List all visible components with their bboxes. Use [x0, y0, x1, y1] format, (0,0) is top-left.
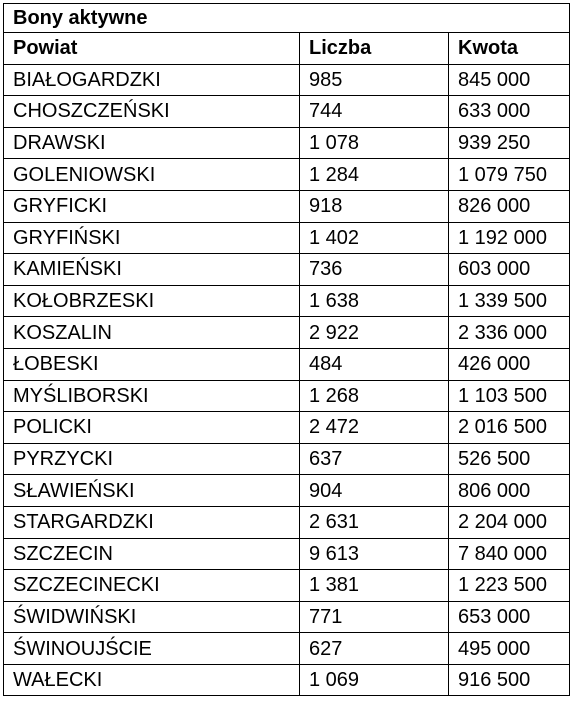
header-row	[4, 33, 570, 65]
bony-table	[3, 3, 570, 696]
cell-kwota[interactable]: 2 204 000	[449, 506, 570, 538]
cell-powiat[interactable]: BIAŁOGARDZKI	[4, 64, 300, 96]
cell-liczba[interactable]: 1 268	[300, 380, 449, 412]
cell-liczba[interactable]: 1 078	[300, 127, 449, 159]
header-powiat[interactable]: Powiat	[4, 33, 300, 65]
cell-powiat[interactable]: ŚWIDWIŃSKI	[4, 601, 300, 633]
cell-liczba[interactable]: 484	[300, 348, 449, 380]
header-liczba[interactable]: Liczba	[300, 33, 449, 65]
table-row	[4, 285, 570, 317]
cell-liczba[interactable]: 771	[300, 601, 449, 633]
cell-liczba[interactable]: 736	[300, 254, 449, 286]
table-row	[4, 317, 570, 349]
cell-kwota[interactable]: 426 000	[449, 348, 570, 380]
cell-kwota[interactable]: 1 223 500	[449, 570, 570, 602]
title-row	[4, 4, 570, 33]
cell-kwota[interactable]: 916 500	[449, 664, 570, 696]
cell-liczba[interactable]: 637	[300, 443, 449, 475]
cell-powiat[interactable]: STARGARDZKI	[4, 506, 300, 538]
cell-liczba[interactable]: 9 613	[300, 538, 449, 570]
cell-kwota[interactable]: 7 840 000	[449, 538, 570, 570]
cell-kwota[interactable]: 2 336 000	[449, 317, 570, 349]
table-row	[4, 64, 570, 96]
cell-powiat[interactable]: CHOSZCZEŃSKI	[4, 96, 300, 128]
cell-liczba[interactable]: 1 402	[300, 222, 449, 254]
cell-liczba[interactable]: 744	[300, 96, 449, 128]
cell-powiat[interactable]: MYŚLIBORSKI	[4, 380, 300, 412]
table-row	[4, 380, 570, 412]
cell-powiat[interactable]: PYRZYCKI	[4, 443, 300, 475]
table-row	[4, 159, 570, 191]
cell-kwota[interactable]: 1 079 750	[449, 159, 570, 191]
cell-powiat[interactable]: KAMIEŃSKI	[4, 254, 300, 286]
table-row	[4, 412, 570, 444]
cell-kwota[interactable]: 1 339 500	[449, 285, 570, 317]
cell-liczba[interactable]: 2 472	[300, 412, 449, 444]
cell-liczba[interactable]: 985	[300, 64, 449, 96]
table-row	[4, 254, 570, 286]
table-row	[4, 538, 570, 570]
table-row	[4, 348, 570, 380]
cell-powiat[interactable]: SŁAWIEŃSKI	[4, 475, 300, 507]
cell-kwota[interactable]: 633 000	[449, 96, 570, 128]
cell-kwota[interactable]: 1 192 000	[449, 222, 570, 254]
cell-kwota[interactable]: 806 000	[449, 475, 570, 507]
cell-liczba[interactable]: 1 638	[300, 285, 449, 317]
cell-powiat[interactable]: SZCZECINECKI	[4, 570, 300, 602]
table-title[interactable]: Bony aktywne	[4, 4, 570, 33]
cell-kwota[interactable]: 603 000	[449, 254, 570, 286]
table-row	[4, 443, 570, 475]
cell-kwota[interactable]: 526 500	[449, 443, 570, 475]
cell-powiat[interactable]: POLICKI	[4, 412, 300, 444]
cell-powiat[interactable]: GRYFICKI	[4, 190, 300, 222]
cell-kwota[interactable]: 495 000	[449, 633, 570, 665]
table-row	[4, 475, 570, 507]
header-kwota[interactable]: Kwota	[449, 33, 570, 65]
cell-liczba[interactable]: 1 069	[300, 664, 449, 696]
table-row	[4, 633, 570, 665]
table-row	[4, 190, 570, 222]
cell-powiat[interactable]: ŁOBESKI	[4, 348, 300, 380]
spreadsheet-region	[3, 3, 569, 696]
cell-powiat[interactable]: SZCZECIN	[4, 538, 300, 570]
cell-powiat[interactable]: DRAWSKI	[4, 127, 300, 159]
cell-powiat[interactable]: ŚWINOUJŚCIE	[4, 633, 300, 665]
cell-liczba[interactable]: 918	[300, 190, 449, 222]
table-row	[4, 222, 570, 254]
cell-liczba[interactable]: 904	[300, 475, 449, 507]
cell-liczba[interactable]: 1 381	[300, 570, 449, 602]
table-row	[4, 127, 570, 159]
cell-powiat[interactable]: KOSZALIN	[4, 317, 300, 349]
cell-powiat[interactable]: WAŁECKI	[4, 664, 300, 696]
cell-kwota[interactable]: 2 016 500	[449, 412, 570, 444]
cell-powiat[interactable]: GRYFIŃSKI	[4, 222, 300, 254]
cell-kwota[interactable]: 845 000	[449, 64, 570, 96]
table-row	[4, 96, 570, 128]
cell-kwota[interactable]: 939 250	[449, 127, 570, 159]
cell-kwota[interactable]: 1 103 500	[449, 380, 570, 412]
table-row	[4, 570, 570, 602]
cell-liczba[interactable]: 2 631	[300, 506, 449, 538]
cell-kwota[interactable]: 653 000	[449, 601, 570, 633]
table-row	[4, 664, 570, 696]
table-body	[4, 4, 570, 696]
cell-liczba[interactable]: 1 284	[300, 159, 449, 191]
cell-liczba[interactable]: 627	[300, 633, 449, 665]
cell-powiat[interactable]: GOLENIOWSKI	[4, 159, 300, 191]
cell-liczba[interactable]: 2 922	[300, 317, 449, 349]
cell-kwota[interactable]: 826 000	[449, 190, 570, 222]
table-row	[4, 506, 570, 538]
table-row	[4, 601, 570, 633]
cell-powiat[interactable]: KOŁOBRZESKI	[4, 285, 300, 317]
